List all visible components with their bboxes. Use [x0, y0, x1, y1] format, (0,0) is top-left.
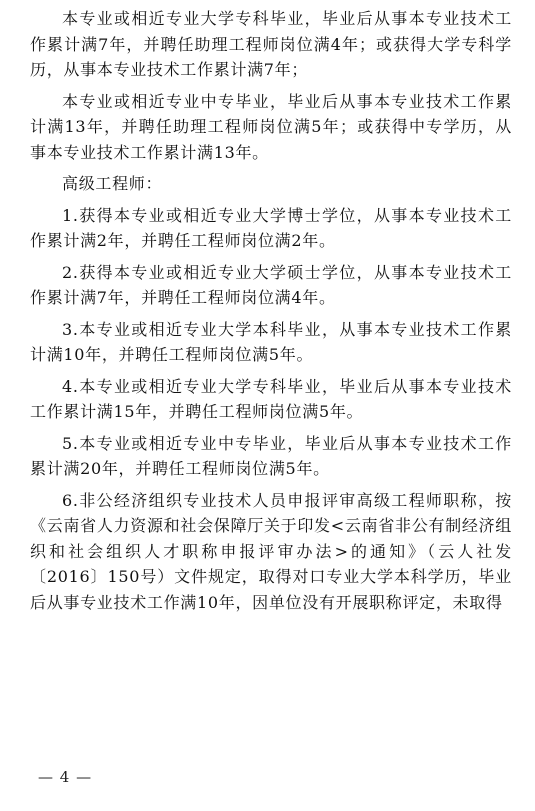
list-item-doctorate: 1.获得本专业或相近专业大学博士学位，从事本专业技术工作累计满2年，并聘任工程师岗位满2年。	[30, 205, 512, 250]
list-item-bachelors: 3.本专业或相近专业大学本科毕业，从事本专业技术工作累计满10年，并聘任工程师岗位满5年。	[30, 319, 512, 364]
list-item-non-public-organizations: 6.非公经济组织专业技术人员申报评审高级工程师职称，按《云南省人力资源和社会保障厅关于印发<云南省非公有制经济组织和社会组织人才职称申报评审办法>的通知》（云人社发〔2016〕150号）文件规定，取得对口专业大学本科学历，毕业后从事专业技术工作满10年，因单位没有开展职称评定，未取得	[30, 490, 512, 612]
list-item-technical-school: 5.本专业或相近专业中专毕业，毕业后从事本专业技术工作累计满20年，并聘任工程师岗位满5年。	[30, 433, 512, 478]
section-heading-senior-engineer: 高级工程师：	[62, 174, 163, 193]
list-item-masters: 2.获得本专业或相近专业大学硕士学位，从事本专业技术工作累计满7年，并聘任工程师岗位满4年。	[30, 262, 512, 307]
document-body	[30, 6, 512, 615]
paragraph-junior-college-requirement: 本专业或相近专业大学专科毕业，毕业后从事本专业技术工作累计满7年，并聘任助理工程师岗位满4年；或获得大学专科学历，从事本专业技术工作累计满7年；	[30, 9, 512, 79]
list-item-junior-college: 4.本专业或相近专业大学专科毕业，毕业后从事本专业技术工作累计满15年，并聘任工程师岗位满5年。	[30, 376, 512, 421]
paragraph-technical-school-requirement: 本专业或相近专业中专毕业，毕业后从事本专业技术工作累计满13年，并聘任助理工程师岗位满5年；或获得中专学历，从事本专业技术工作累计满13年。	[30, 91, 512, 162]
page-number: — 4 —	[38, 768, 93, 786]
